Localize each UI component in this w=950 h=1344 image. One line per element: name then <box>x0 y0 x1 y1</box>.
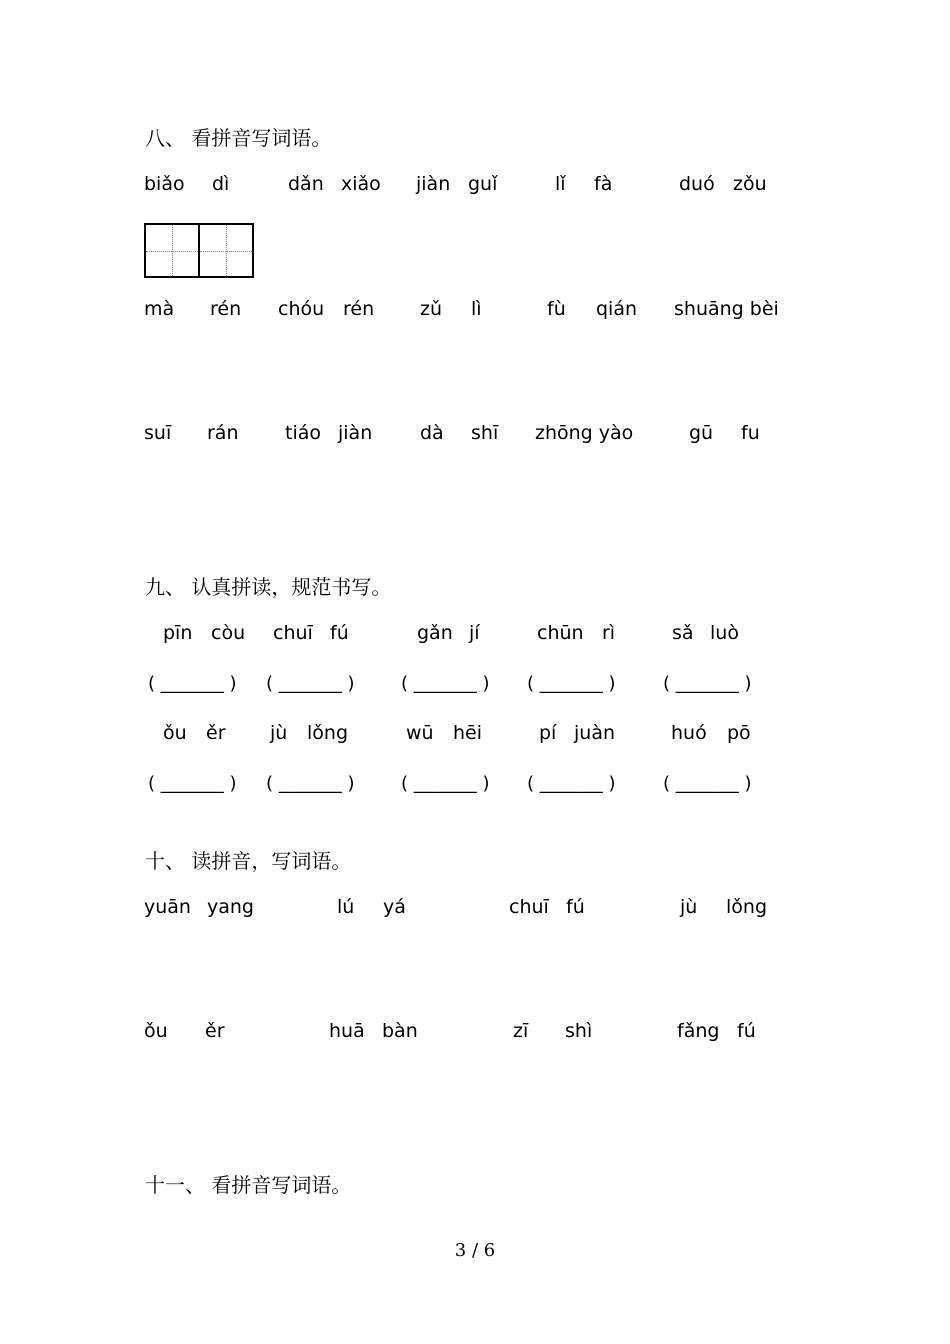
pinyin-syllable: ěr <box>206 722 226 744</box>
pinyin-syllable: mà <box>144 298 175 320</box>
pinyin-syllable: lì <box>471 298 482 320</box>
answer-blank[interactable]: ( _______ ) <box>663 673 752 694</box>
answer-blank[interactable]: ( _______ ) <box>148 673 237 694</box>
pinyin-syllable: huó <box>671 722 707 744</box>
pinyin-syllable: fú <box>566 896 585 918</box>
pinyin-syllable: jiàn <box>338 422 373 444</box>
pinyin-syllable: rì <box>602 622 616 644</box>
writing-grid[interactable] <box>144 223 254 278</box>
pinyin-syllable: pō <box>727 722 751 744</box>
pinyin-syllable: zǔ <box>420 298 443 320</box>
answer-blank[interactable]: ( _______ ) <box>401 773 490 794</box>
pinyin-syllable: ěr <box>205 1020 225 1042</box>
pinyin-syllable: chuī <box>509 896 549 918</box>
pinyin-syllable: fú <box>330 622 349 644</box>
section-10-heading: 十、 读拼音，写词语。 <box>145 849 352 873</box>
pinyin-syllable: dà <box>420 422 444 444</box>
pinyin-syllable: wū <box>406 722 434 744</box>
pinyin-syllable: fú <box>737 1020 756 1042</box>
answer-blank[interactable]: ( _______ ) <box>663 773 752 794</box>
pinyin-syllable: pí <box>539 722 557 744</box>
pinyin-syllable: juàn <box>574 722 616 744</box>
pinyin-syllable: yang <box>207 896 254 918</box>
answer-blank[interactable]: ( _______ ) <box>266 773 355 794</box>
pinyin-syllable: fà <box>594 173 613 195</box>
section-9-heading: 九、 认真拼读，规范书写。 <box>145 575 392 599</box>
answer-blank[interactable]: ( _______ ) <box>527 773 616 794</box>
pinyin-syllable: zhōng yào <box>535 422 634 444</box>
answer-blank[interactable]: ( _______ ) <box>527 673 616 694</box>
answer-blank[interactable]: ( _______ ) <box>148 773 237 794</box>
writing-cell[interactable] <box>146 225 198 276</box>
pinyin-syllable: qián <box>596 298 638 320</box>
pinyin-syllable: jiàn <box>416 173 451 195</box>
pinyin-syllable: luò <box>710 622 739 644</box>
pinyin-syllable: duó <box>679 173 715 195</box>
pinyin-syllable: jù <box>270 722 288 744</box>
pinyin-syllable: shuāng bèi <box>674 298 779 320</box>
pinyin-syllable: guǐ <box>468 173 498 195</box>
pinyin-syllable: yuān <box>144 896 191 918</box>
pinyin-syllable: shì <box>565 1020 593 1042</box>
pinyin-syllable: bàn <box>382 1020 418 1042</box>
pinyin-syllable: lú <box>337 896 355 918</box>
pinyin-syllable: dǎn <box>288 173 324 195</box>
answer-blank[interactable]: ( _______ ) <box>401 673 490 694</box>
pinyin-syllable: dì <box>212 173 230 195</box>
pinyin-syllable: hēi <box>453 722 483 744</box>
pinyin-syllable: biǎo <box>144 173 185 195</box>
pinyin-syllable: fǎng <box>677 1020 720 1042</box>
pinyin-syllable: shī <box>471 422 499 444</box>
pinyin-syllable: zǒu <box>733 173 767 195</box>
pinyin-syllable: yá <box>383 896 406 918</box>
pinyin-syllable: lǒng <box>307 722 349 744</box>
pinyin-syllable: gǎn <box>417 622 453 644</box>
pinyin-syllable: rén <box>343 298 375 320</box>
pinyin-syllable: lǐ <box>555 173 566 195</box>
pinyin-syllable: ǒu <box>163 722 187 744</box>
pinyin-syllable: fu <box>741 422 760 444</box>
pinyin-syllable: chūn <box>537 622 584 644</box>
pinyin-syllable: sǎ <box>672 622 694 644</box>
pinyin-syllable: pīn <box>163 622 193 644</box>
pinyin-syllable: xiǎo <box>341 173 381 195</box>
pinyin-syllable: rén <box>210 298 242 320</box>
pinyin-syllable: suī <box>144 422 172 444</box>
pinyin-syllable: jí <box>469 622 480 644</box>
pinyin-syllable: fù <box>547 298 566 320</box>
pinyin-syllable: huā <box>329 1020 365 1042</box>
pinyin-syllable: còu <box>211 622 246 644</box>
pinyin-syllable: jù <box>680 896 698 918</box>
pinyin-syllable: lǒng <box>726 896 768 918</box>
pinyin-syllable: chuī <box>273 622 313 644</box>
page-number: 3 / 6 <box>454 1240 496 1261</box>
section-8-heading: 八、 看拼音写词语。 <box>145 126 332 150</box>
pinyin-syllable: zī <box>513 1020 529 1042</box>
answer-blank[interactable]: ( _______ ) <box>266 673 355 694</box>
pinyin-syllable: rán <box>207 422 239 444</box>
writing-cell[interactable] <box>198 225 252 276</box>
section-11-heading: 十一、 看拼音写词语。 <box>145 1173 352 1197</box>
pinyin-syllable: gū <box>689 422 714 444</box>
pinyin-syllable: tiáo <box>285 422 321 444</box>
pinyin-syllable: ǒu <box>144 1020 168 1042</box>
pinyin-syllable: chóu <box>278 298 325 320</box>
